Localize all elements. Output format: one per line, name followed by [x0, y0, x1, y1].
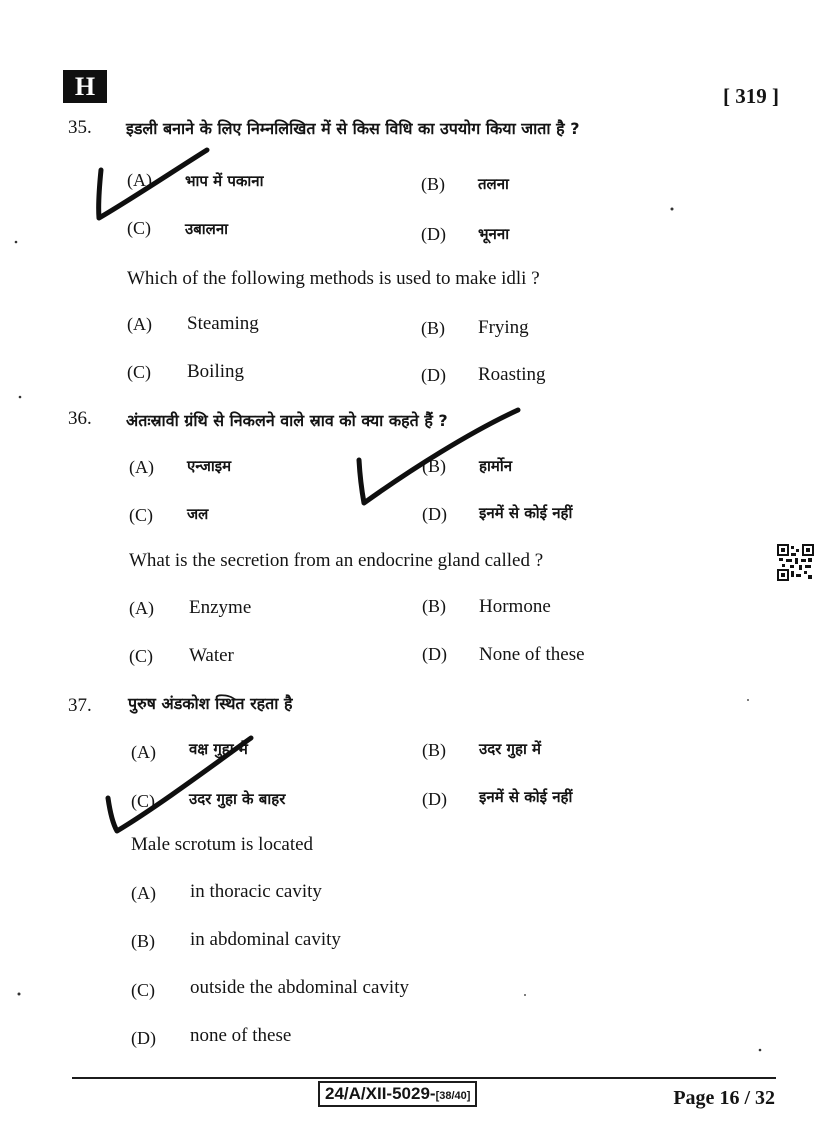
option-text-english: in abdominal cavity: [190, 929, 341, 950]
option-label: (A): [127, 170, 152, 190]
footer-paper-code: [318, 1081, 477, 1107]
question-text-english: Which of the following methods is used to make idli ?: [127, 268, 540, 289]
option-text-hindi: वक्ष गुहा में: [189, 740, 248, 758]
option-label: (D): [131, 1028, 156, 1048]
option-label: (A): [131, 883, 156, 903]
option-text-english: none of these: [190, 1025, 292, 1046]
option-label: (D): [422, 644, 447, 664]
option-text-english: Boiling: [187, 361, 245, 382]
question-text-hindi: पुरुष अंडकोश स्थित रहता है: [128, 694, 293, 713]
option-label: (D): [421, 365, 446, 385]
option-text-hindi: भाप में पकाना: [185, 172, 264, 190]
option-label: (A): [131, 742, 156, 762]
footer-rule: [72, 1077, 776, 1079]
option-text-english: Hormone: [479, 596, 551, 617]
option-text-hindi: इनमें से कोई नहीं: [479, 788, 573, 806]
paper-code: [ 319 ]: [723, 84, 779, 108]
question-number: 35.: [68, 117, 92, 138]
option-text-hindi: हार्मोन: [479, 457, 513, 475]
option-label: (A): [127, 314, 152, 334]
option-label: (A): [129, 457, 154, 477]
option-text-english: Enzyme: [189, 597, 252, 618]
option-label: (C): [131, 980, 155, 1000]
option-label: (C): [127, 218, 151, 238]
question-text-english: What is the secretion from an endocrine gland called ?: [129, 550, 544, 571]
option-label: (B): [421, 174, 445, 194]
option-label: (C): [127, 362, 151, 382]
question-number: 36.: [68, 408, 92, 429]
option-label: (B): [422, 740, 446, 760]
question-text-hindi: इडली बनाने के लिए निम्नलिखित में से किस विधि का उपयोग किया जाता है ?: [126, 119, 580, 138]
option-text-hindi: उबालना: [185, 220, 229, 238]
option-label: (B): [131, 931, 155, 951]
option-label: (D): [422, 504, 447, 524]
option-text-hindi: जल: [187, 505, 209, 523]
option-text-english: outside the abdominal cavity: [190, 977, 409, 998]
qr-code-icon: [777, 544, 814, 585]
question-text-english: Male scrotum is located: [131, 834, 314, 855]
option-label: (C): [129, 646, 153, 666]
option-text-english: None of these: [479, 644, 585, 665]
option-text-hindi: इनमें से कोई नहीं: [479, 504, 573, 522]
section-badge: H: [63, 70, 107, 103]
option-text-hindi: उदर गुहा में: [479, 740, 542, 758]
option-text-hindi: तलना: [478, 175, 509, 193]
option-text-hindi: एन्जाइम: [187, 457, 232, 475]
option-text-hindi: उदर गुहा के बाहर: [189, 790, 286, 808]
question-number: 37.: [68, 695, 92, 716]
option-text-hindi: भूनना: [478, 225, 510, 243]
footer-code-small: [38/40]: [435, 1090, 471, 1102]
footer-code-main: 24/A/XII-5029-: [325, 1084, 436, 1103]
option-label: (A): [129, 598, 154, 618]
option-label: (B): [422, 456, 446, 476]
option-label: (D): [421, 224, 446, 244]
option-text-english: Frying: [478, 317, 529, 338]
option-text-english: in thoracic cavity: [190, 881, 322, 902]
option-text-english: Steaming: [187, 313, 259, 334]
option-label: (B): [421, 318, 445, 338]
option-label: (C): [129, 505, 153, 525]
option-label: (B): [422, 596, 446, 616]
option-text-english: Water: [189, 645, 234, 666]
option-text-english: Roasting: [478, 364, 546, 385]
page-number: Page 16 / 32: [673, 1087, 775, 1109]
question-text-hindi: अंतःस्रावी ग्रंथि से निकलने वाले स्राव को क्या कहते हैं ?: [126, 411, 448, 430]
option-label: (C): [131, 791, 155, 811]
option-label: (D): [422, 789, 447, 809]
